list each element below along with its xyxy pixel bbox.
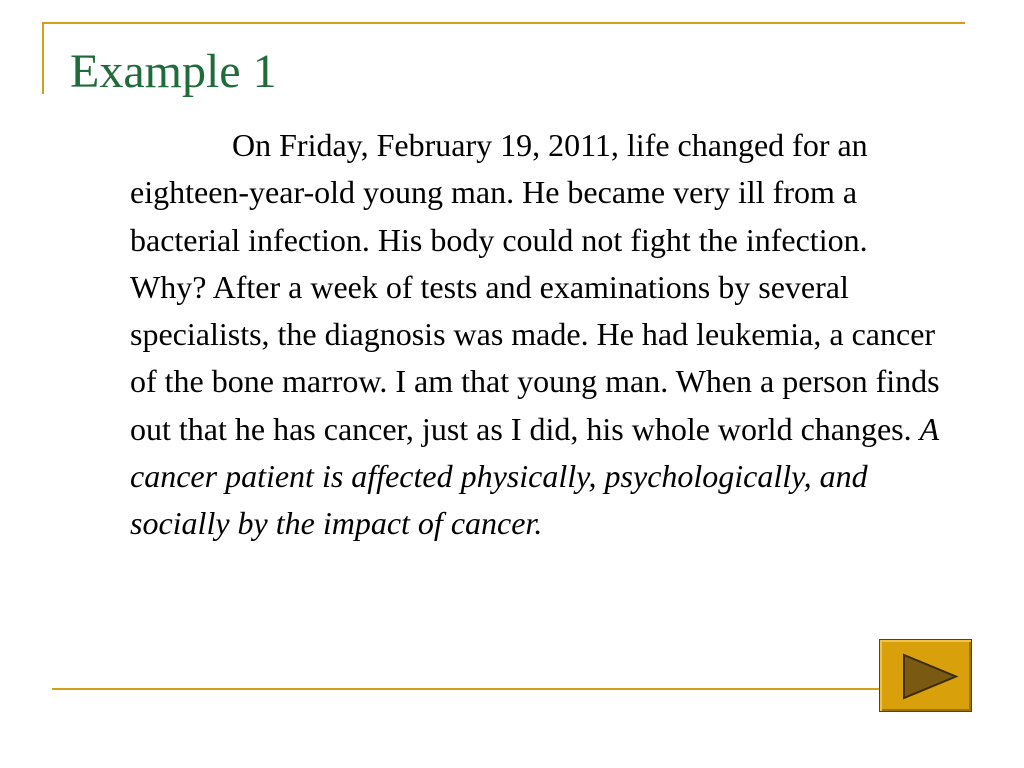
slide-title: Example 1 (70, 45, 277, 98)
paragraph-text: On Friday, February 19, 2011, life changed for an eighteen-year-old young man. He became very ill from a bacterial infection. His body could not fight the infection. Why? After a week of tests and examinations by several specialists, the diagnosis was made. He had leukemia, a cancer of the bone marrow. I am that young man. When a person finds out that he has cancer, just as I did, his whole world changes. (130, 127, 940, 447)
bottom-rule (52, 688, 880, 690)
thesis-statement: A cancer patient is affected physically, psychologically, and socially by the impact of cancer. (130, 410, 939, 542)
left-rule (42, 22, 44, 94)
top-rule (43, 22, 965, 24)
body-paragraph (130, 122, 945, 548)
play-triangle-icon (880, 640, 973, 713)
next-slide-button[interactable] (879, 639, 972, 712)
